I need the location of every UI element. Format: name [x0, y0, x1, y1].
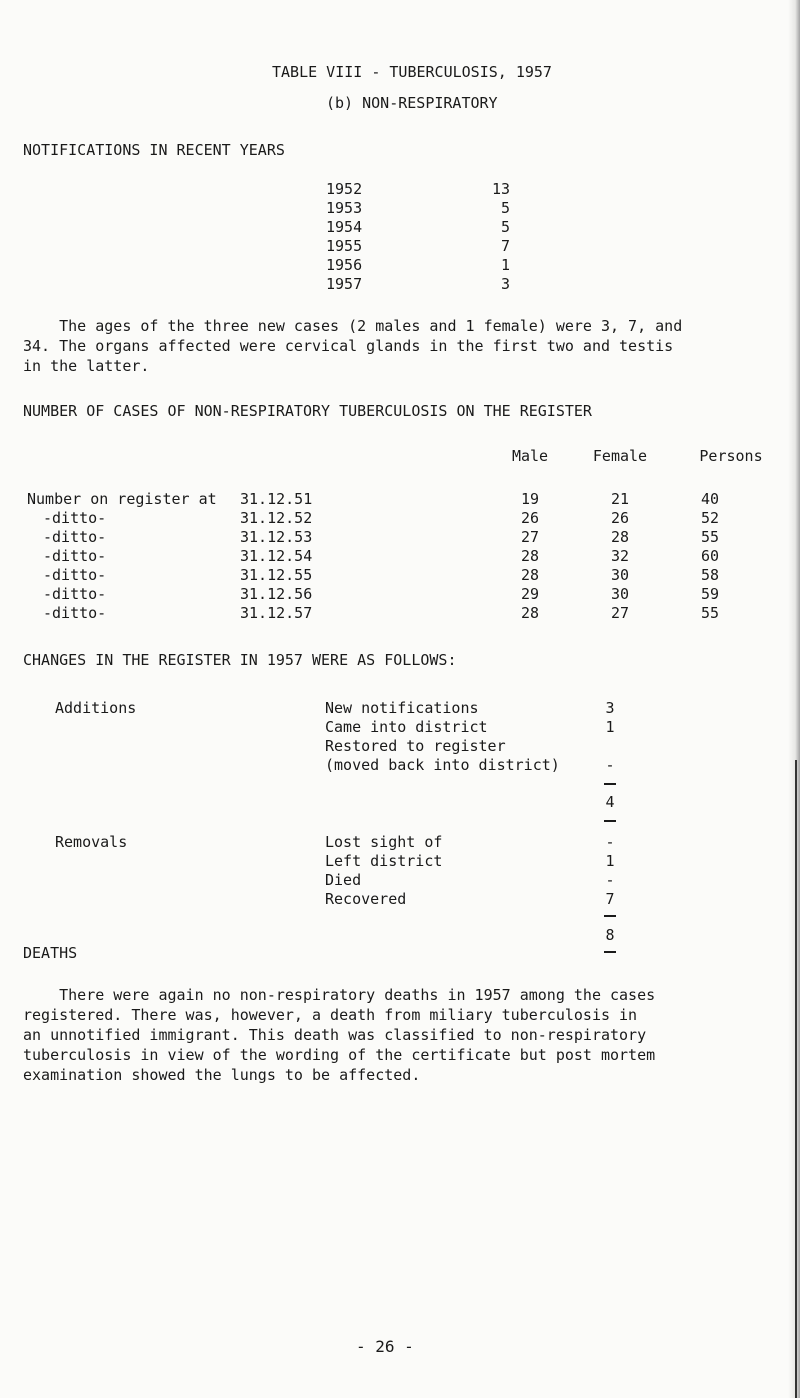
column-header-persons: Persons	[699, 447, 763, 465]
paragraph-line: registered. There was, however, a death from miliary tuberculosis in	[23, 1006, 638, 1024]
register-persons: 60	[700, 547, 720, 565]
notif-count: 5	[500, 199, 510, 217]
notif-year: 1952	[326, 180, 363, 198]
additions-rule-bottom	[604, 820, 616, 822]
additions-item: Restored to register	[325, 737, 506, 755]
register-male: 19	[520, 490, 540, 508]
register-persons: 52	[700, 509, 720, 527]
paragraph-line: in the latter.	[23, 357, 150, 375]
register-row-label: -ditto-	[43, 547, 107, 565]
register-male: 28	[520, 604, 540, 622]
paragraph-line: 34. The organs affected were cervical glands in the first two and testis	[23, 337, 674, 355]
register-persons: 59	[700, 585, 720, 603]
notif-year: 1956	[326, 256, 363, 274]
notif-count: 1	[500, 256, 510, 274]
register-row-date: 31.12.54	[240, 547, 313, 565]
page-edge-shadow	[788, 0, 800, 1398]
additions-label: Additions	[55, 699, 137, 717]
additions-item: New notifications	[325, 699, 479, 717]
removals-value: 7	[605, 890, 615, 908]
register-row-label: -ditto-	[43, 528, 107, 546]
register-row-date: 31.12.55	[240, 566, 313, 584]
changes-heading: CHANGES IN THE REGISTER IN 1957 WERE AS FOLLOWS:	[23, 651, 457, 669]
register-row-label: -ditto-	[43, 585, 107, 603]
paragraph-line: an unnotified immigrant. This death was classified to non-respiratory	[23, 1026, 647, 1044]
register-female: 21	[610, 490, 630, 508]
notif-count: 7	[500, 237, 510, 255]
register-persons: 40	[700, 490, 720, 508]
register-male: 27	[520, 528, 540, 546]
removals-value: 1	[605, 852, 615, 870]
additions-item: (moved back into district)	[325, 756, 560, 774]
additions-value: 1	[605, 718, 615, 736]
register-row-date: 31.12.53	[240, 528, 313, 546]
removals-rule-top	[604, 915, 616, 917]
removals-item: Left district	[325, 852, 443, 870]
paragraph-line: tuberculosis in view of the wording of the certificate but post mortem	[23, 1046, 656, 1064]
removals-item: Lost sight of	[325, 833, 443, 851]
removals-item: Recovered	[325, 890, 407, 908]
paragraph-line: The ages of the three new cases (2 males and 1 female) were 3, 7, and	[23, 317, 683, 335]
notif-count: 5	[500, 218, 510, 236]
column-header-male: Male	[511, 447, 549, 465]
removals-value: -	[605, 833, 615, 851]
register-row-date: 31.12.56	[240, 585, 313, 603]
register-male: 26	[520, 509, 540, 527]
page-title: TABLE VIII - TUBERCULOSIS, 1957	[272, 63, 552, 81]
removals-value: -	[605, 871, 615, 889]
notif-year: 1955	[326, 237, 363, 255]
register-row-label: -ditto-	[43, 566, 107, 584]
notif-count: 13	[491, 180, 510, 198]
register-female: 30	[610, 585, 630, 603]
removals-label: Removals	[55, 833, 128, 851]
paragraph-line: There were again no non-respiratory deaths in 1957 among the cases	[23, 986, 656, 1004]
register-male: 28	[520, 566, 540, 584]
notif-year: 1957	[326, 275, 363, 293]
removals-total: 8	[605, 926, 615, 944]
page-number: - 26 -	[356, 1337, 414, 1356]
notifications-heading: NOTIFICATIONS IN RECENT YEARS	[23, 141, 285, 159]
register-heading: NUMBER OF CASES OF NON-RESPIRATORY TUBERCULOSIS ON THE REGISTER	[23, 402, 592, 420]
additions-rule-top	[604, 783, 616, 785]
register-row-date: 31.12.51	[240, 490, 313, 508]
register-row-label: -ditto-	[43, 509, 107, 527]
removals-item: Died	[325, 871, 362, 889]
deaths-heading: DEATHS	[23, 944, 78, 962]
register-female: 27	[610, 604, 630, 622]
register-male: 29	[520, 585, 540, 603]
notif-count: 3	[500, 275, 510, 293]
register-female: 32	[610, 547, 630, 565]
register-row-date: 31.12.57	[240, 604, 313, 622]
register-row-label: -ditto-	[43, 604, 107, 622]
register-persons: 55	[700, 604, 720, 622]
removals-rule-bottom	[604, 951, 616, 953]
register-persons: 55	[700, 528, 720, 546]
page-subtitle: (b) NON-RESPIRATORY	[326, 94, 498, 112]
register-female: 26	[610, 509, 630, 527]
register-female: 28	[610, 528, 630, 546]
register-male: 28	[520, 547, 540, 565]
additions-total: 4	[605, 793, 615, 811]
register-female: 30	[610, 566, 630, 584]
register-row-date: 31.12.52	[240, 509, 313, 527]
paragraph-line: examination showed the lungs to be affected.	[23, 1066, 421, 1084]
notif-year: 1954	[326, 218, 363, 236]
additions-value: -	[605, 756, 615, 774]
column-header-female: Female	[592, 447, 648, 465]
register-row-label: Number on register at	[27, 490, 217, 508]
page-edge-line	[795, 760, 797, 1398]
additions-value: 3	[605, 699, 615, 717]
additions-item: Came into district	[325, 718, 488, 736]
register-persons: 58	[700, 566, 720, 584]
notif-year: 1953	[326, 199, 363, 217]
